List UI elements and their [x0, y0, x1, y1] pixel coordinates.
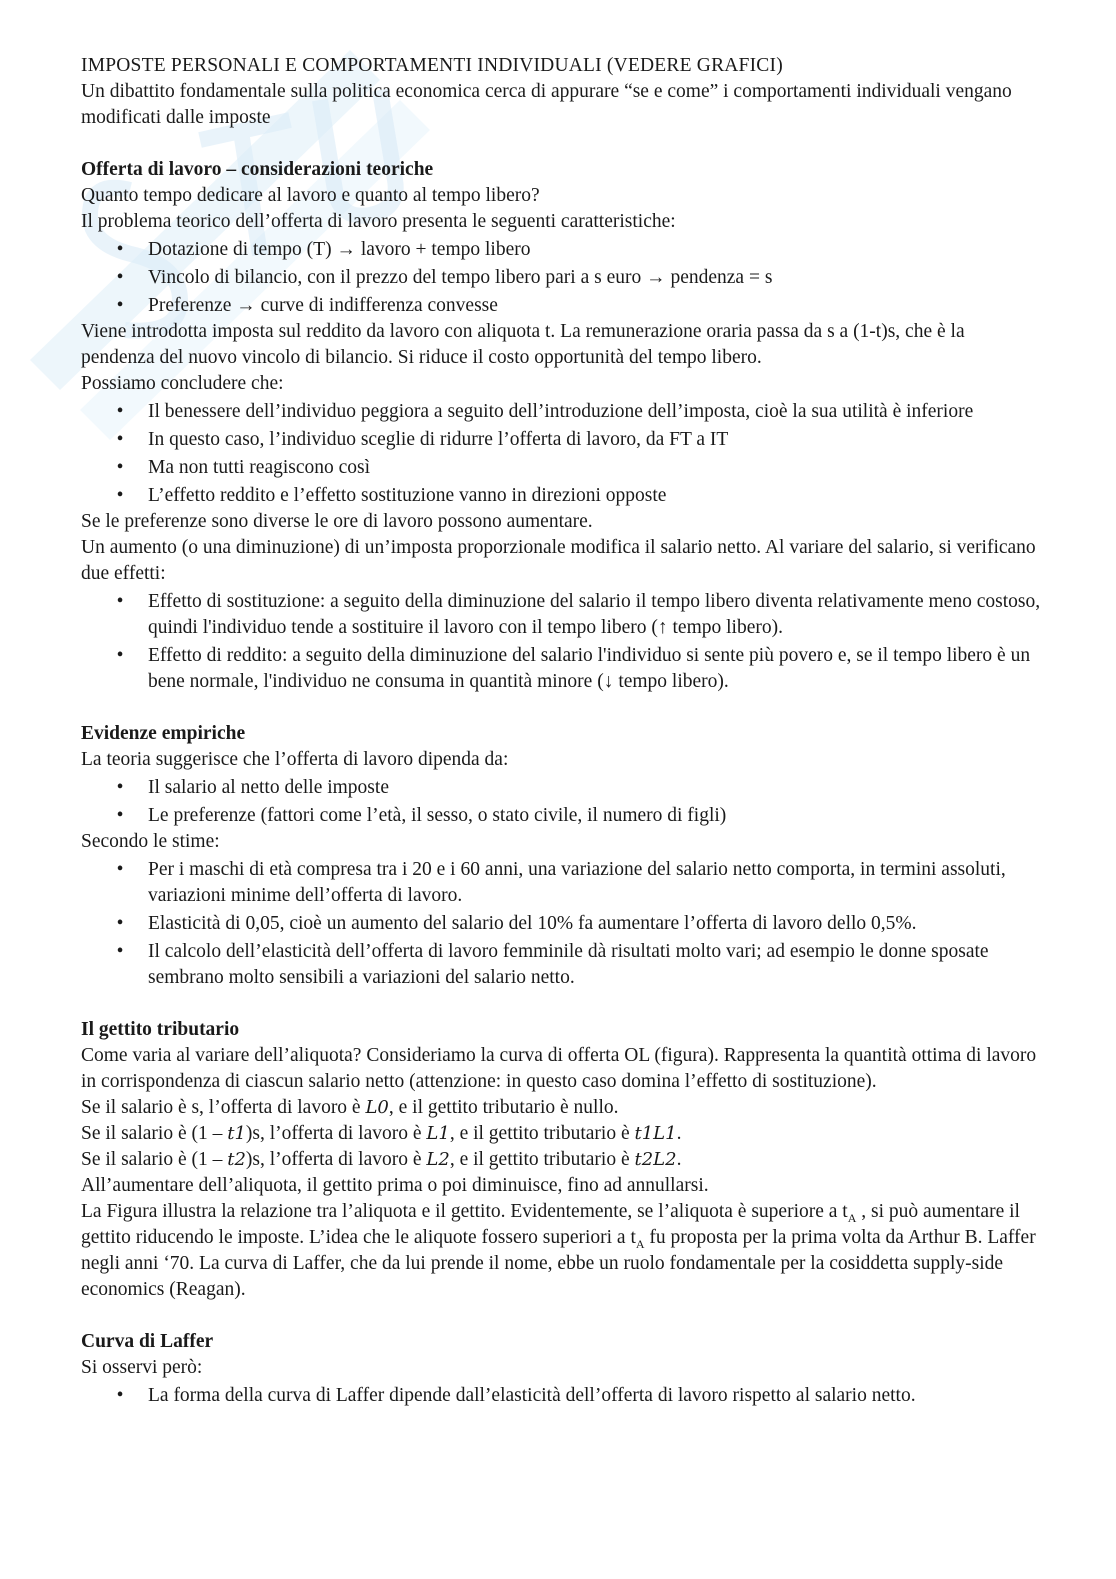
list-item: • Il calcolo dell’elasticità dell’offerta di lavoro femminile dà risultati molto vari; ad esempio le donne sposate sembrano molto sensibili a variazioni del salario netto.	[81, 939, 1041, 991]
bullet-list	[81, 589, 1041, 695]
list-item: • Il benessere dell’individuo peggiora a seguito dell’introduzione dell’imposta, cioè la sua utilità è inferiore	[81, 399, 1041, 425]
paragraph: Come varia al variare dell’aliquota? Consideriamo la curva di offerta OL (figura). Rappresenta la quantità ottima di lavoro in corrispondenza di ciascun salario netto (attenzione: in questo caso domina l’effetto di sostituzione).	[81, 1045, 1037, 1092]
paragraph: Viene introdotta imposta sul reddito da lavoro con aliquota t. La remunerazione oraria passa da s a (1-t)s, che è la pendenza del nuovo vincolo di bilancio. Si riduce il costo opportunità del tempo libero.	[81, 321, 965, 368]
bullet-icon: •	[116, 941, 124, 962]
paragraph: Possiamo concludere che:	[81, 373, 284, 394]
paragraph: Secondo le stime:	[81, 831, 220, 852]
list-item: • L’effetto reddito e l’effetto sostituzione vanno in direzioni opposte	[81, 483, 1041, 509]
bullet-icon: •	[116, 805, 124, 826]
paragraph: Quanto tempo dedicare al lavoro e quanto al tempo libero?	[81, 185, 540, 206]
list-item: • Vincolo di bilancio, con il prezzo del tempo libero pari a s euro → pendenza = s	[81, 265, 1041, 291]
document-body	[81, 53, 1041, 1409]
list-item: • Preferenze → curve di indifferenza convesse	[81, 293, 1041, 319]
bullet-icon: •	[116, 913, 124, 934]
list-item: • In questo caso, l’individuo sceglie di ridurre l’offerta di lavoro, da FT a IT	[81, 427, 1041, 453]
bullet-list	[81, 237, 1041, 319]
bullet-icon: •	[116, 457, 124, 478]
bullet-icon: •	[116, 777, 124, 798]
list-item: • Dotazione di tempo (T) → lavoro + tempo libero	[81, 237, 1041, 263]
section-heading-gettito: Il gettito tributario	[81, 1019, 240, 1040]
bullet-icon: •	[116, 429, 124, 450]
list-item: • Per i maschi di età compresa tra i 20 e i 60 anni, una variazione del salario netto comporta, in termini assoluti, variazioni minime dell’offerta di lavoro.	[81, 857, 1041, 909]
bullet-list	[81, 857, 1041, 991]
bullet-icon: •	[116, 239, 124, 260]
document-title: IMPOSTE PERSONALI E COMPORTAMENTI INDIVIDUALI (VEDERE GRAFICI)	[81, 55, 783, 76]
paragraph-l1: Se il salario è (1 – t1)s, l’offerta di lavoro è L1, e il gettito tributario è t1L1.	[81, 1123, 682, 1144]
bullet-icon: •	[116, 485, 124, 506]
intro-paragraph: Un dibattito fondamentale sulla politica economica cerca di appurare “se e come” i comportamenti individuali vengano modificati dalle imposte	[81, 81, 1012, 128]
bullet-icon: •	[116, 401, 124, 422]
bullet-icon: •	[116, 267, 124, 288]
bullet-icon: •	[116, 1385, 124, 1406]
bullet-list	[81, 775, 1041, 829]
bullet-icon: •	[116, 295, 124, 316]
list-item: • Effetto di sostituzione: a seguito della diminuzione del salario il tempo libero diventa relativamente meno costoso, quindi l'individuo tende a sostituire il lavoro con il tempo libero (↑ tempo libero).	[81, 589, 1041, 641]
paragraph: Se le preferenze sono diverse le ore di lavoro possono aumentare.	[81, 511, 593, 532]
paragraph: La teoria suggerisce che l’offerta di lavoro dipenda da:	[81, 749, 509, 770]
paragraph-laffer-intro: La Figura illustra la relazione tra l’aliquota e il gettito. Evidentemente, se l’aliquota è superiore a $t_A$ , si può aumentare il gettito riducendo le imposte. L’idea che le aliquote fossero superiori a $t_A$ fu proposta per la prima volta da Arthur B. Laffer negli anni ‘70. La curva di Laffer, che da lui prende il nome, ebbe un ruolo fondamentale per la cosiddetta supply-side economics (Reagan).	[81, 1201, 1036, 1300]
paragraph: Un aumento (o una diminuzione) di un’imposta proporzionale modifica il salario netto. Al variare del salario, si verificano due effetti:	[81, 537, 1036, 584]
list-item: • Il salario al netto delle imposte	[81, 775, 1041, 801]
paragraph-l0: Se il salario è s, l’offerta di lavoro è L0, e il gettito tributario è nullo.	[81, 1097, 619, 1118]
section-heading-laffer: Curva di Laffer	[81, 1331, 214, 1352]
list-item: • Le preferenze (fattori come l’età, il sesso, o stato civile, il numero di figli)	[81, 803, 1041, 829]
section-heading-evidenze: Evidenze empiriche	[81, 723, 246, 744]
section-heading-offerta: Offerta di lavoro – considerazioni teoriche	[81, 159, 434, 180]
bullet-list	[81, 1383, 1041, 1409]
bullet-icon: •	[116, 859, 124, 880]
paragraph: Si osservi però:	[81, 1357, 203, 1378]
list-item: • Effetto di reddito: a seguito della diminuzione del salario l'individuo si sente più povero e, se il tempo libero è un bene normale, l'individuo ne consuma in quantità minore (↓ tempo libero).	[81, 643, 1041, 695]
list-item: • Elasticità di 0,05, cioè un aumento del salario del 10% fa aumentare l’offerta di lavoro dello 0,5%.	[81, 911, 1041, 937]
paragraph-l2: Se il salario è (1 – t2)s, l’offerta di lavoro è L2, e il gettito tributario è t2L2.	[81, 1149, 682, 1170]
bullet-icon: •	[116, 591, 124, 612]
list-item: • Ma non tutti reagiscono così	[81, 455, 1041, 481]
bullet-icon: •	[116, 645, 124, 666]
list-item: • La forma della curva di Laffer dipende dall’elasticità dell’offerta di lavoro rispetto al salario netto.	[81, 1383, 1041, 1409]
paragraph: Il problema teorico dell’offerta di lavoro presenta le seguenti caratteristiche:	[81, 211, 676, 232]
bullet-list	[81, 399, 1041, 509]
paragraph: All’aumentare dell’aliquota, il gettito prima o poi diminuisce, fino ad annullarsi.	[81, 1175, 709, 1196]
